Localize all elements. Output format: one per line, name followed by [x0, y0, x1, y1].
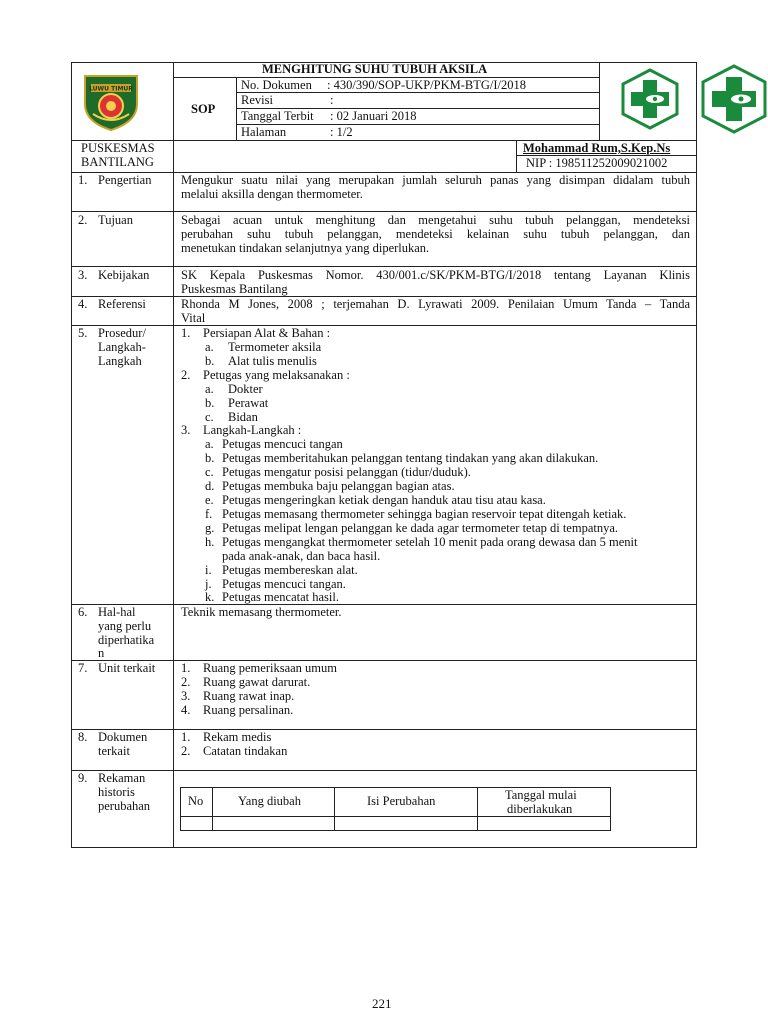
list-text: Petugas membereskan alat. [222, 563, 358, 577]
sop-label: SOP [191, 102, 216, 116]
list-text: Ruang gawat darurat. [203, 675, 311, 689]
list-item [181, 676, 310, 690]
list-text: Bidan [228, 410, 258, 424]
section-line [71, 729, 697, 730]
tanggal-value: : 02 Januari 2018 [330, 109, 417, 123]
section-label: Rekaman [98, 771, 146, 785]
section-label: Langkah- [98, 340, 146, 354]
list-text: Petugas memberitahukan pelanggan tentang tindakan yang akan dilakukan. [222, 451, 599, 465]
list-item [205, 383, 263, 397]
list-text: Rekam medis [203, 730, 272, 744]
list-item [205, 438, 343, 452]
section-label: Pengertian [98, 173, 152, 187]
list-item [181, 731, 271, 745]
list-text: Alat tulis menulis [228, 354, 317, 368]
document-title: MENGHITUNG SUHU TUBUH AKSILA [262, 62, 488, 76]
list-item [181, 424, 301, 438]
section-number: 5. [78, 326, 88, 340]
section-label: n [98, 646, 105, 660]
list-text: Ruang persalinan. [203, 703, 294, 717]
list-letter: c. [205, 465, 214, 479]
kebijakan-text: Puskesmas Bantilang [181, 282, 288, 296]
list-letter: b. [205, 354, 215, 368]
list-text: Catatan tindakan [203, 744, 288, 758]
revisi-value: : [330, 93, 334, 107]
list-item [205, 397, 268, 411]
halaman-label: Halaman [241, 125, 287, 139]
list-letter: d. [205, 479, 215, 493]
section-label: diperhatika [98, 633, 155, 647]
list-number: 1. [181, 661, 191, 675]
puskesmas-logo-icon [699, 64, 768, 134]
list-letter: b. [205, 396, 215, 410]
section-label: Prosedur/ [98, 326, 146, 340]
section-label: Unit terkait [98, 661, 156, 675]
list-item [205, 591, 339, 605]
section-label: Dokumen [98, 730, 148, 744]
list-item [181, 369, 350, 383]
list-item [181, 745, 287, 759]
list-item [205, 508, 626, 522]
list-text: Perawat [228, 396, 269, 410]
section-label: historis [98, 785, 135, 799]
tujuan-text: perubahan suhu tubuh pelanggan, mendeteksi kelainan suhu tubuh pelanggan, dan [181, 227, 690, 241]
section-line [71, 604, 697, 605]
list-item [205, 452, 598, 466]
section-number: 9. [78, 771, 88, 785]
list-item [181, 690, 294, 704]
table-header-tanggal: diberlakukan [507, 802, 573, 816]
tujuan-text: Sebagai acuan untuk menghitung dan mengetahui suhu tubuh pelanggan, mendeteksi [181, 213, 690, 227]
page-number: 221 [372, 996, 392, 1011]
list-item [181, 704, 293, 718]
section-number: 2. [78, 213, 88, 227]
section-label: Referensi [98, 297, 146, 311]
section-label: yang perlu [98, 619, 152, 633]
list-number: 3. [181, 423, 191, 437]
table-header-diubah: Yang diubah [238, 794, 301, 808]
section-label: perubahan [98, 799, 151, 813]
table-header-no: No [188, 794, 204, 808]
list-text: Petugas mengatur posisi pelanggan (tidur/duduk). [222, 465, 471, 479]
list-item [205, 564, 358, 578]
luwu-timur-logo-icon [79, 70, 143, 132]
org-name: PUSKESMAS [81, 141, 155, 155]
list-text: Petugas membuka baju pelanggan bagian atas. [222, 479, 455, 493]
logo-text: LUWU TIMUR [89, 85, 133, 93]
section-number: 4. [78, 297, 88, 311]
list-number: 2. [181, 675, 191, 689]
signer-nip: NIP : 198511252009021002 [526, 156, 668, 170]
list-text: Petugas mencuci tangan. [222, 577, 346, 591]
section-label: Langkah [98, 354, 142, 368]
section-number: 1. [78, 173, 88, 187]
section-label: terkait [98, 744, 130, 758]
pengertian-text: melalui aksilla dengan thermometer. [181, 187, 363, 201]
left-column-divider [173, 62, 174, 848]
list-item [181, 327, 330, 341]
list-text: Petugas mencatat hasil. [222, 590, 339, 604]
list-title: Petugas yang melaksanakan : [203, 368, 350, 382]
list-item [205, 494, 546, 508]
section-line [71, 325, 697, 326]
section-line [71, 770, 697, 771]
puskesmas-logo-icon [619, 68, 681, 130]
signer-divider [516, 140, 517, 172]
list-letter: h. [205, 535, 215, 549]
list-item [205, 480, 455, 494]
list-item-continuation: pada anak-anak, dan baca hasil. [222, 549, 381, 563]
section-label: Kebijakan [98, 268, 150, 282]
halhal-text: Teknik memasang thermometer. [181, 605, 342, 619]
org-name: BANTILANG [81, 155, 154, 169]
list-letter: k. [205, 590, 215, 604]
list-letter: b. [205, 451, 215, 465]
section-label: Hal-hal [98, 605, 136, 619]
list-title: Langkah-Langkah : [203, 423, 302, 437]
list-title: Persiapan Alat & Bahan : [203, 326, 331, 340]
list-letter: c. [205, 410, 214, 424]
referensi-text: Vital [181, 311, 206, 325]
list-text: Petugas memasang thermometer sehingga bagian reservoir tepat ditengah ketiak. [222, 507, 627, 521]
list-number: 2. [181, 744, 191, 758]
section-line [71, 266, 697, 267]
list-text: Ruang pemeriksaan umum [203, 661, 337, 675]
list-number: 2. [181, 368, 191, 382]
doc-no-label: No. Dokumen [241, 78, 312, 92]
list-item [205, 355, 317, 369]
list-item [181, 662, 337, 676]
section-number: 8. [78, 730, 88, 744]
list-letter: e. [205, 493, 214, 507]
list-number: 4. [181, 703, 191, 717]
revisi-label: Revisi [241, 93, 273, 107]
list-text: Petugas mengangkat thermometer setelah 10 menit pada orang dewasa dan 5 menit [222, 535, 638, 549]
list-text: Petugas mengeringkan ketiak dengan handuk atau tisu atau kasa. [222, 493, 546, 507]
list-number: 1. [181, 326, 191, 340]
list-letter: a. [205, 382, 214, 396]
list-text: Ruang rawat inap. [203, 689, 295, 703]
signer-name: Mohammad Rum,S.Kep.Ns [523, 141, 671, 155]
list-item [205, 536, 638, 550]
list-letter: g. [205, 521, 215, 535]
meta-row-line [236, 124, 599, 125]
doc-no-value: : 430/390/SOP-UKP/PKM-BTG/I/2018 [327, 78, 526, 92]
section-line [71, 211, 697, 212]
section-number: 6. [78, 605, 88, 619]
section-label: Tujuan [98, 213, 133, 227]
section-number: 3. [78, 268, 88, 282]
logo-area-divider [599, 62, 600, 140]
list-text: Petugas mencuci tangan [222, 437, 343, 451]
list-letter: i. [205, 563, 212, 577]
table-col-line [477, 787, 478, 831]
halaman-value: : 1/2 [330, 125, 353, 139]
tanggal-label: Tanggal Terbit [241, 109, 314, 123]
table-col-line [334, 787, 335, 831]
table-col-line [212, 787, 213, 831]
tujuan-text: menetukan tindakan selanjutnya yang diperlukan. [181, 241, 430, 255]
list-text: Petugas melipat lengan pelanggan ke dada agar termometer tetap di tempatnya. [222, 521, 619, 535]
list-text: Dokter [228, 382, 263, 396]
list-letter: j. [205, 577, 212, 591]
list-letter: a. [205, 340, 214, 354]
table-header-isi: Isi Perubahan [367, 794, 436, 808]
list-item [205, 341, 321, 355]
list-text: Termometer aksila [228, 340, 322, 354]
list-number: 3. [181, 689, 191, 703]
pengertian-text: Mengukur suatu nilai yang merupakan jumlah seluruh panas yang disimpan didalam tubuh [181, 173, 690, 187]
list-letter: a. [205, 437, 214, 451]
list-item [205, 466, 471, 480]
list-letter: f. [205, 507, 213, 521]
list-item [205, 522, 618, 536]
section-line [71, 660, 697, 661]
kebijakan-text: SK Kepala Puskesmas Nomor. 430/001.c/SK/PKM-BTG/I/2018 tentang Layanan Klinis [181, 268, 690, 282]
list-number: 1. [181, 730, 191, 744]
table-header-tanggal: Tanggal mulai [505, 788, 577, 802]
section-number: 7. [78, 661, 88, 675]
referensi-text: Rhonda M Jones, 2008 ; terjemahan D. Lyrawati 2009. Penilaian Umum Tanda – Tanda [181, 297, 690, 311]
